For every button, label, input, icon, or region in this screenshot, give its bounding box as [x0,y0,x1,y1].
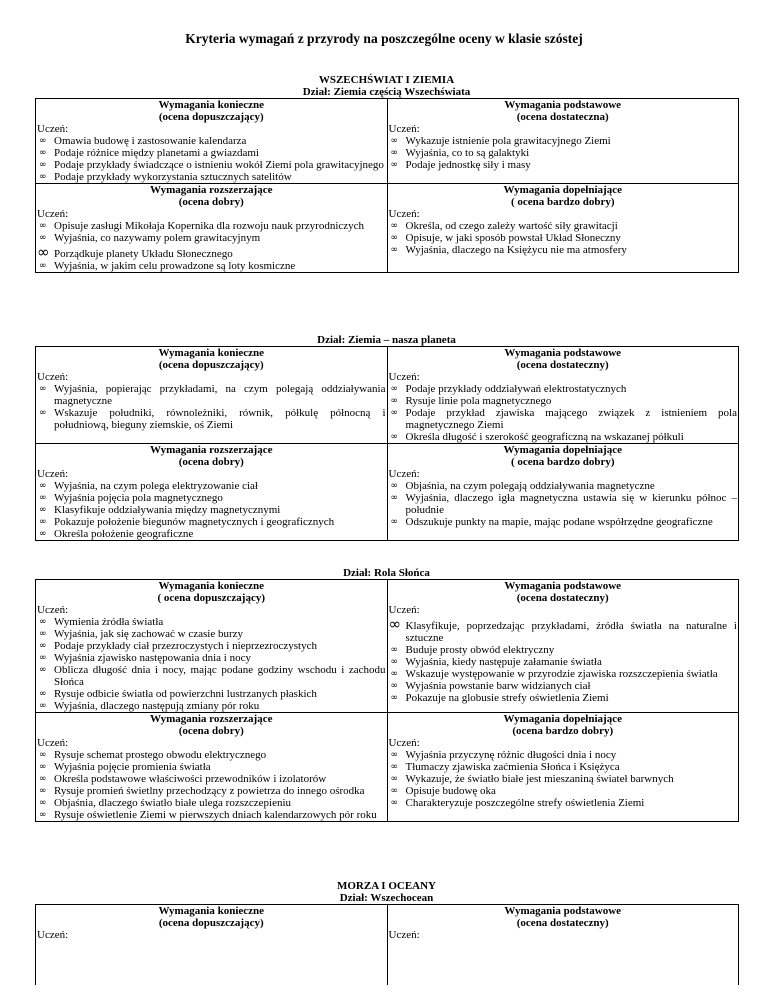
list-rozszerzajace [37,749,386,821]
section-wszechocean [35,880,738,985]
uczen-label: Uczeń: [388,123,420,135]
uczen-label: Uczeń: [37,929,69,941]
list-item: ∞ Pokazuje na globusie strefy oświetlenia Ziemi [390,692,609,704]
list-item: ∞ Klasyfikuje, poprzedzając przykładami, źródła światła na naturalne i sztuczne [388,615,737,644]
bullet-icon: ∞ [390,750,398,760]
header-konieczne: Wymagania konieczne [158,347,265,359]
list-rozszerzajace [37,220,386,272]
bullet-icon: ∞ [388,615,401,633]
bullet-icon: ∞ [390,762,398,772]
list-dopelniajace [389,480,738,528]
bullet-icon: ∞ [39,762,47,772]
grade-konieczne: (ocena dopuszczający) [158,917,264,929]
list-konieczne [37,135,386,183]
grade-podstawowe: (ocena dostateczny) [516,917,609,929]
bullet-icon: ∞ [390,517,398,527]
header-rozszerzajace: Wymagania rozszerzające [150,444,273,456]
section-rola-slonca [35,567,738,822]
list-item: ∞ Opisuje budowę oka [390,785,496,797]
list-podstawowe [388,615,738,704]
section-ziemia-czescia-wszechswiata [35,74,738,273]
list-item: ∞ Rysuje promień świetlny przechodzący z powietrza do innego ośrodka [39,785,365,797]
bullet-icon: ∞ [39,384,47,394]
bullet-icon: ∞ [39,221,47,231]
list-item: ∞ Wyjaśnia, jak się zachować w czasie burzy [39,628,243,640]
list-item: ∞ Rysuje oświetlenie Ziemi w pierwszych dniach kalendarzowych pór roku [39,809,377,821]
cell-podstawowe [387,347,739,444]
list-item: ∞ Objaśnia, dlaczego światło białe ulega rozszczepieniu [39,797,292,809]
header-podstawowe: Wymagania podstawowe [504,905,622,917]
bullet-icon: ∞ [39,233,47,243]
list-item: ∞ Wyjaśnia, dlaczego igła magnetyczna ustawia się w kierunku północ – południe [390,492,737,516]
list-item: ∞ Buduje prosty obwód elektryczny [390,644,555,656]
part-title: WSZECHŚWIAT I ZIEMIA [318,74,455,86]
list-item: ∞ Wyjaśnia, dlaczego na Księżycu nie ma atmosfery [390,244,627,256]
list-item: ∞ Określa długość i szerokość geograficzną na wskazanej półkuli [390,431,684,443]
bullet-icon: ∞ [39,160,47,170]
cell-konieczne [36,905,388,985]
list-item: ∞ Rysuje schemat prostego obwodu elektrycznego [39,749,267,761]
cell-konieczne [36,99,388,184]
list-item: ∞ Wyjaśnia, w jakim celu prowadzone są loty kosmiczne [39,260,296,272]
header-podstawowe: Wymagania podstawowe [504,99,622,111]
requirements-table [35,98,739,273]
list-item: ∞ Wyjaśnia, co to są galaktyki [390,147,530,159]
section-ziemia-nasza-planeta [35,334,738,541]
uczen-label: Uczeń: [37,371,69,383]
bullet-icon: ∞ [39,517,47,527]
cell-rozszerzajace [36,444,388,541]
dzial-title: Dział: Wszechocean [339,892,434,904]
list-item: ∞ Wskazuje południki, równoleżniki, równik, półkulę północną i południową, bieguny ziemskie, oś Ziemi [39,407,386,431]
bullet-icon: ∞ [37,243,50,261]
header-podstawowe: Wymagania podstawowe [504,580,622,592]
list-item: ∞ Wyjaśnia pojęcia pola magnetycznego [39,492,223,504]
bullet-icon: ∞ [39,617,47,627]
uczen-label: Uczeń: [37,208,69,220]
cell-rozszerzajace [36,184,388,273]
part-title: MORZA I OCEANY [336,880,436,892]
bullet-icon: ∞ [39,653,47,663]
grade-konieczne: (ocena dopuszczający) [158,111,264,123]
grade-rozszerzajace: (ocena dobry) [178,725,244,737]
bullet-icon: ∞ [390,160,398,170]
cell-dopelniajace [387,713,739,822]
list-item: ∞ Podaje przykłady wykorzystania sztucznych satelitów [39,171,292,183]
list-item: ∞ Opisuje zasługi Mikołaja Kopernika dla rozwoju nauk przyrodniczych [39,220,365,232]
list-item: ∞ Wyjaśnia, dlaczego następują zmiany pór roku [39,700,260,712]
uczen-label: Uczeń: [37,604,69,616]
bullet-icon: ∞ [39,261,47,271]
bullet-icon: ∞ [390,245,398,255]
cell-konieczne [36,347,388,444]
list-item: ∞ Wymienia źródła światła [39,616,164,628]
list-item: ∞ Wyjaśnia zjawisko następowania dnia i nocy [39,652,251,664]
list-item: ∞ Odszukuje punkty na mapie, mając podane współrzędne geograficzne [390,516,713,528]
bullet-icon: ∞ [390,432,398,442]
bullet-icon: ∞ [390,233,398,243]
grade-podstawowe: (ocena dostateczny) [516,359,609,371]
cell-konieczne [36,580,388,713]
header-konieczne: Wymagania konieczne [158,905,265,917]
requirements-table [35,904,739,985]
bullet-icon: ∞ [390,493,398,503]
dzial-title: Dział: Ziemia – nasza planeta [317,334,456,346]
uczen-label: Uczeń: [388,929,420,941]
bullet-icon: ∞ [39,810,47,820]
list-konieczne [37,616,386,712]
list-item: ∞ Porządkuje planety Układu Słonecznego [37,243,233,261]
list-item: ∞ Rysuje linie pola magnetycznego [390,395,552,407]
cell-dopelniajace [387,444,739,541]
bullet-icon: ∞ [39,136,47,146]
uczen-label: Uczeń: [37,468,69,480]
list-item: ∞ Wyjaśnia powstanie barw widzianych ciał [390,680,591,692]
bullet-icon: ∞ [39,629,47,639]
list-item: ∞ Podaje przykład zjawiska mającego związek z istnieniem pola magnetycznego Ziemi [390,407,737,431]
list-podstawowe [389,383,738,443]
bullet-icon: ∞ [390,136,398,146]
grade-rozszerzajace: (ocena dobry) [178,456,244,468]
list-dopelniajace [389,749,738,809]
list-item: ∞ Omawia budowę i zastosowanie kalendarza [39,135,247,147]
list-item: ∞ Rysuje odbicie światła od powierzchni lustrzanych płaskich [39,688,317,700]
cell-podstawowe [387,99,739,184]
header-konieczne: Wymagania konieczne [158,99,265,111]
list-item: ∞ Wyjaśnia, na czym polega elektryzowanie ciał [39,480,258,492]
bullet-icon: ∞ [39,689,47,699]
uczen-label: Uczeń: [37,737,69,749]
bullet-icon: ∞ [390,669,398,679]
grade-rozszerzajace: (ocena dobry) [178,196,244,208]
header-dopelniajace: Wymagania dopełniające [503,444,622,456]
list-item: ∞ Klasyfikuje oddziaływania między magnetycznymi [39,504,281,516]
bullet-icon: ∞ [39,505,47,515]
bullet-icon: ∞ [39,798,47,808]
document-title: Kryteria wymagań z przyrody na poszczególne oceny w klasie szóstej [185,31,583,46]
bullet-icon: ∞ [39,750,47,760]
grade-dopelniajace: (ocena bardzo dobry) [512,725,614,737]
requirements-table [35,579,739,822]
cell-podstawowe [387,580,739,713]
list-item: ∞ Oblicza długość dnia i nocy, mając podane godziny wschodu i zachodu Słońca [39,664,386,688]
uczen-label: Uczeń: [388,371,420,383]
bullet-icon: ∞ [39,481,47,491]
bullet-icon: ∞ [39,493,47,503]
bullet-icon: ∞ [390,657,398,667]
list-item: ∞ Określa podstawowe właściwości przewodników i izolatorów [39,773,327,785]
dzial-title: Dział: Ziemia częścią Wszechświata [302,86,471,98]
bullet-icon: ∞ [390,221,398,231]
list-item: ∞ Wykazuje istnienie pola grawitacyjnego Ziemi [390,135,611,147]
cell-rozszerzajace [36,713,388,822]
list-item: ∞ Określa położenie geograficzne [39,528,194,540]
bullet-icon: ∞ [39,641,47,651]
list-podstawowe [389,135,738,171]
bullet-icon: ∞ [39,665,47,675]
header-dopelniajace: Wymagania dopełniające [503,713,622,725]
header-konieczne: Wymagania konieczne [158,580,265,592]
header-podstawowe: Wymagania podstawowe [504,347,622,359]
list-item: ∞ Podaje przykłady oddziaływań elektrostatycznych [390,383,627,395]
uczen-label: Uczeń: [388,468,420,480]
list-item: ∞ Objaśnia, na czym polegają oddziaływania magnetyczne [390,480,655,492]
grade-konieczne: (ocena dopuszczający) [158,359,264,371]
list-item: ∞ Podaje różnice między planetami a gwiazdami [39,147,259,159]
dzial-title: Dział: Rola Słońca [343,567,430,579]
list-item: ∞ Podaje przykłady świadczące o istnieniu wokół Ziemi pola grawitacyjnego [39,159,384,171]
bullet-icon: ∞ [390,681,398,691]
list-item: ∞ Wyjaśnia, popierając przykładami, na czym polegają oddziaływania magnetyczne [39,383,386,407]
bullet-icon: ∞ [390,384,398,394]
list-konieczne [37,383,386,431]
list-item: ∞ Wykazuje, że światło białe jest mieszaniną świateł barwnych [390,773,674,785]
bullet-icon: ∞ [39,774,47,784]
list-item: ∞ Tłumaczy zjawiska zaćmienia Słońca i Księżyca [390,761,620,773]
list-item: ∞ Wyjaśnia, kiedy następuje załamanie światła [390,656,602,668]
bullet-icon: ∞ [39,786,47,796]
grade-podstawowe: (ocena dostateczny) [516,592,609,604]
grade-podstawowe: (ocena dostateczna) [516,111,609,123]
header-rozszerzajace: Wymagania rozszerzające [150,713,273,725]
bullet-icon: ∞ [39,529,47,539]
grade-dopelniajace: ( ocena bardzo dobry) [510,456,615,468]
list-item: ∞ Podaje jednostkę siły i masy [390,159,531,171]
bullet-icon: ∞ [39,148,47,158]
requirements-table [35,346,739,541]
list-item: ∞ Wyjaśnia, co nazywamy polem grawitacyjnym [39,232,261,244]
bullet-icon: ∞ [39,408,47,418]
bullet-icon: ∞ [390,645,398,655]
bullet-icon: ∞ [390,481,398,491]
uczen-label: Uczeń: [388,737,420,749]
grade-dopelniajace: ( ocena bardzo dobry) [510,196,615,208]
uczen-label: Uczeń: [388,208,420,220]
list-item: ∞ Opisuje, w jaki sposób powstał Układ Słoneczny [390,232,621,244]
bullet-icon: ∞ [390,774,398,784]
bullet-icon: ∞ [390,148,398,158]
list-item: ∞ Wskazuje występowanie w przyrodzie zjawiska rozszczepienia światła [390,668,718,680]
bullet-icon: ∞ [390,786,398,796]
grade-konieczne: ( ocena dopuszczający) [157,592,266,604]
list-item: ∞ Określa, od czego zależy wartość siły grawitacji [390,220,618,232]
header-rozszerzajace: Wymagania rozszerzające [150,184,273,196]
uczen-label: Uczeń: [388,604,420,616]
bullet-icon: ∞ [39,701,47,711]
bullet-icon: ∞ [390,396,398,406]
list-rozszerzajace [37,480,386,540]
header-dopelniajace: Wymagania dopełniające [503,184,622,196]
list-item: ∞ Wyjaśnia pojęcie promienia światła [39,761,211,773]
bullet-icon: ∞ [39,172,47,182]
list-item: ∞ Wyjaśnia przyczynę różnic długości dnia i nocy [390,749,617,761]
cell-podstawowe [387,905,739,985]
list-dopelniajace [389,220,738,256]
list-item: ∞ Podaje przykłady ciał przezroczystych i nieprzezroczystych [39,640,317,652]
bullet-icon: ∞ [390,798,398,808]
bullet-icon: ∞ [390,693,398,703]
list-item: ∞ Pokazuje położenie biegunów magnetycznych i geograficznych [39,516,335,528]
uczen-label: Uczeń: [37,123,69,135]
list-item: ∞ Charakteryzuje poszczególne strefy oświetlenia Ziemi [390,797,645,809]
cell-dopelniajace [387,184,739,273]
bullet-icon: ∞ [390,408,398,418]
